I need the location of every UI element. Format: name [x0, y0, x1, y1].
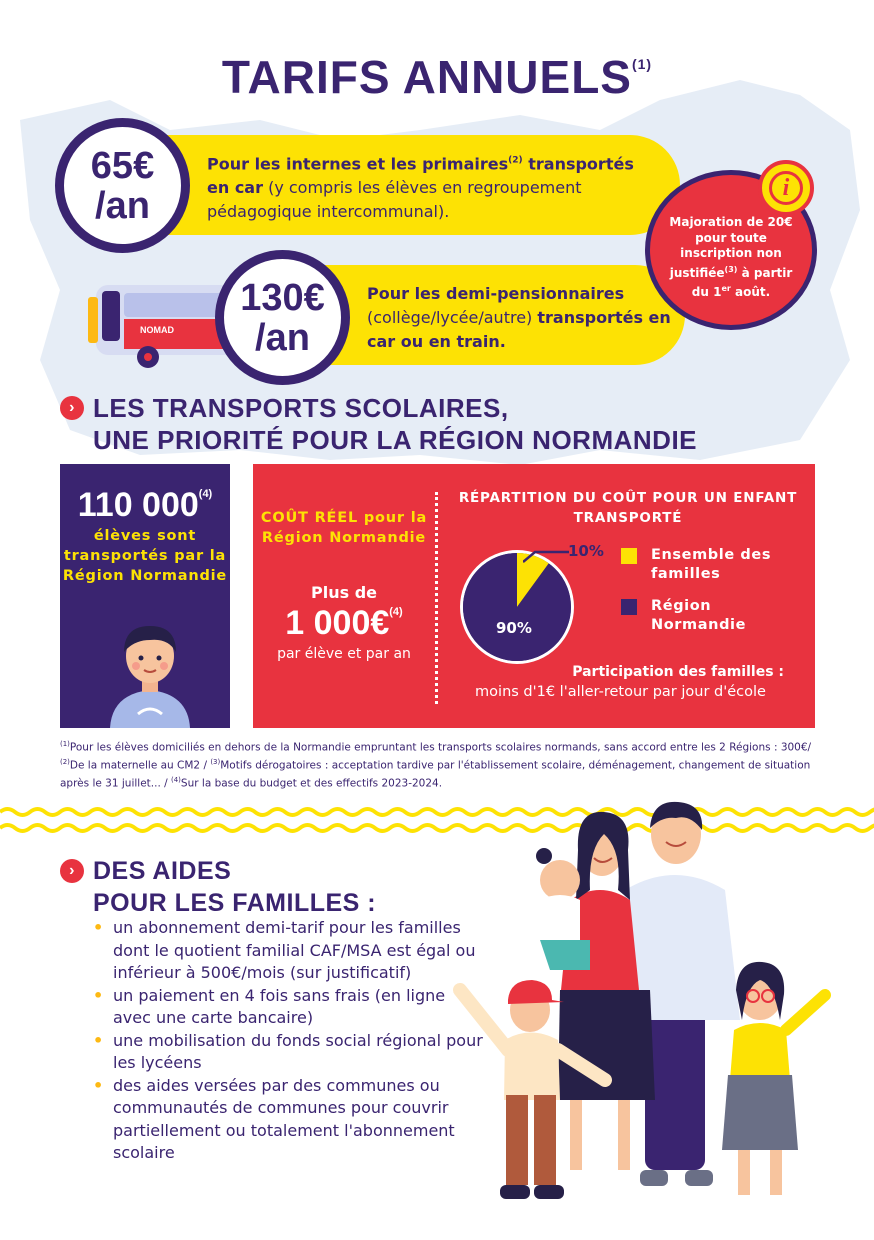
- footnotes: $^{(1)}$Pour les élèves domiciliés en dehors de la Normandie empruntant les transports scolaires normands, sans accord entre les 2 Régions : 300€/ $^{(2)}$De la maternelle au CM2 / $^{(3)}$Motifs dérogatoires : acceptation tardive par l'établissement scolaire, déménagement, changement de situation après le 31 juillet... / $^{(4)}$Sur la base du budget et des effectifs 2023-2024.: [60, 740, 812, 790]
- pie-leader-line: [523, 548, 573, 568]
- tariff-internes-text: Pour les internes et les primaires$^{(2)}$ transportés en car (y compris les élèves en regroupement pédagogique intercommunal).: [207, 154, 634, 222]
- list-item: • une mobilisation du fonds social régional pour les lycéens: [93, 1030, 483, 1075]
- chevron-right-icon: ›: [60, 396, 84, 420]
- surcharge-text: Majoration de 20€ pour toute inscription non justifiée$^{(3)}$ à partir du 1er août.: [669, 215, 793, 299]
- pie-label-region: 90%: [496, 619, 532, 637]
- real-cost-title: COÛT RÉEL pour la Région Normandie: [260, 510, 428, 546]
- section-heading-transports: › LES TRANSPORTS SCOLAIRES, UNE PRIORITÉ POUR LA RÉGION NORMANDIE: [60, 392, 697, 456]
- list-item: • un abonnement demi-tarif pour les familles dont le quotient familial CAF/MSA est égal ou inférieur à 500€/mois (sur justificatif): [93, 917, 483, 985]
- section-heading-aids: › DES AIDES POUR LES FAMILLES :: [60, 855, 376, 919]
- pie-slice-region: [463, 553, 571, 661]
- pie-label-families: 10%: [568, 542, 604, 560]
- price-badge-130: 130€ /an: [215, 250, 350, 385]
- legend-swatch-yellow: [621, 548, 637, 564]
- tariff-demi-pension-panel: [310, 265, 685, 365]
- legend-item-region: Région Normandie: [621, 597, 811, 635]
- real-cost-amount: 1 000€$^{(4)}$: [285, 604, 403, 642]
- page-title: TARIFS ANNUELS$^{(1)}$: [221, 51, 653, 103]
- tariff-demi-pension-text: Pour les demi-pensionnaires (collège/lycée/autre) transportés en car ou en train.: [367, 284, 671, 351]
- tariff-internes-panel: [150, 135, 680, 235]
- students-stat-panel: [60, 464, 230, 728]
- chevron-right-icon: ›: [60, 859, 84, 883]
- students-count: 110 000$^{(4)}$: [77, 486, 213, 524]
- legend-swatch-navy: [621, 599, 637, 615]
- list-item: • des aides versées par des communes ou communautés de communes pour couvrir partiellement ou totalement l'abonnement scolaire: [93, 1075, 483, 1165]
- student-boy-illustration: [100, 614, 200, 728]
- real-cost-plus: Plus de: [311, 583, 377, 602]
- legend-item-families: Ensemble des familles: [621, 546, 811, 584]
- dotted-divider: [435, 492, 438, 704]
- real-cost-subtitle: par élève et par an: [277, 646, 411, 662]
- cost-panel: [253, 464, 815, 728]
- participation-title: Participation des familles :: [572, 664, 784, 680]
- students-label: élèves sont transportés par la Région Normandie: [62, 528, 228, 584]
- info-icon: i: [758, 160, 814, 216]
- svg-text:NOMAD: NOMAD: [140, 325, 174, 335]
- aids-list: [93, 917, 483, 1165]
- chart-title: RÉPARTITION DU COÛT POUR UN ENFANT TRANSPORTÉ: [458, 490, 798, 526]
- family-illustration: [440, 790, 840, 1230]
- price-badge-65: 65€ /an: [55, 118, 190, 253]
- list-item: • un paiement en 4 fois sans frais (en ligne avec une carte bancaire): [93, 985, 483, 1030]
- participation-text: moins d'1€ l'aller-retour par jour d'école: [475, 684, 766, 700]
